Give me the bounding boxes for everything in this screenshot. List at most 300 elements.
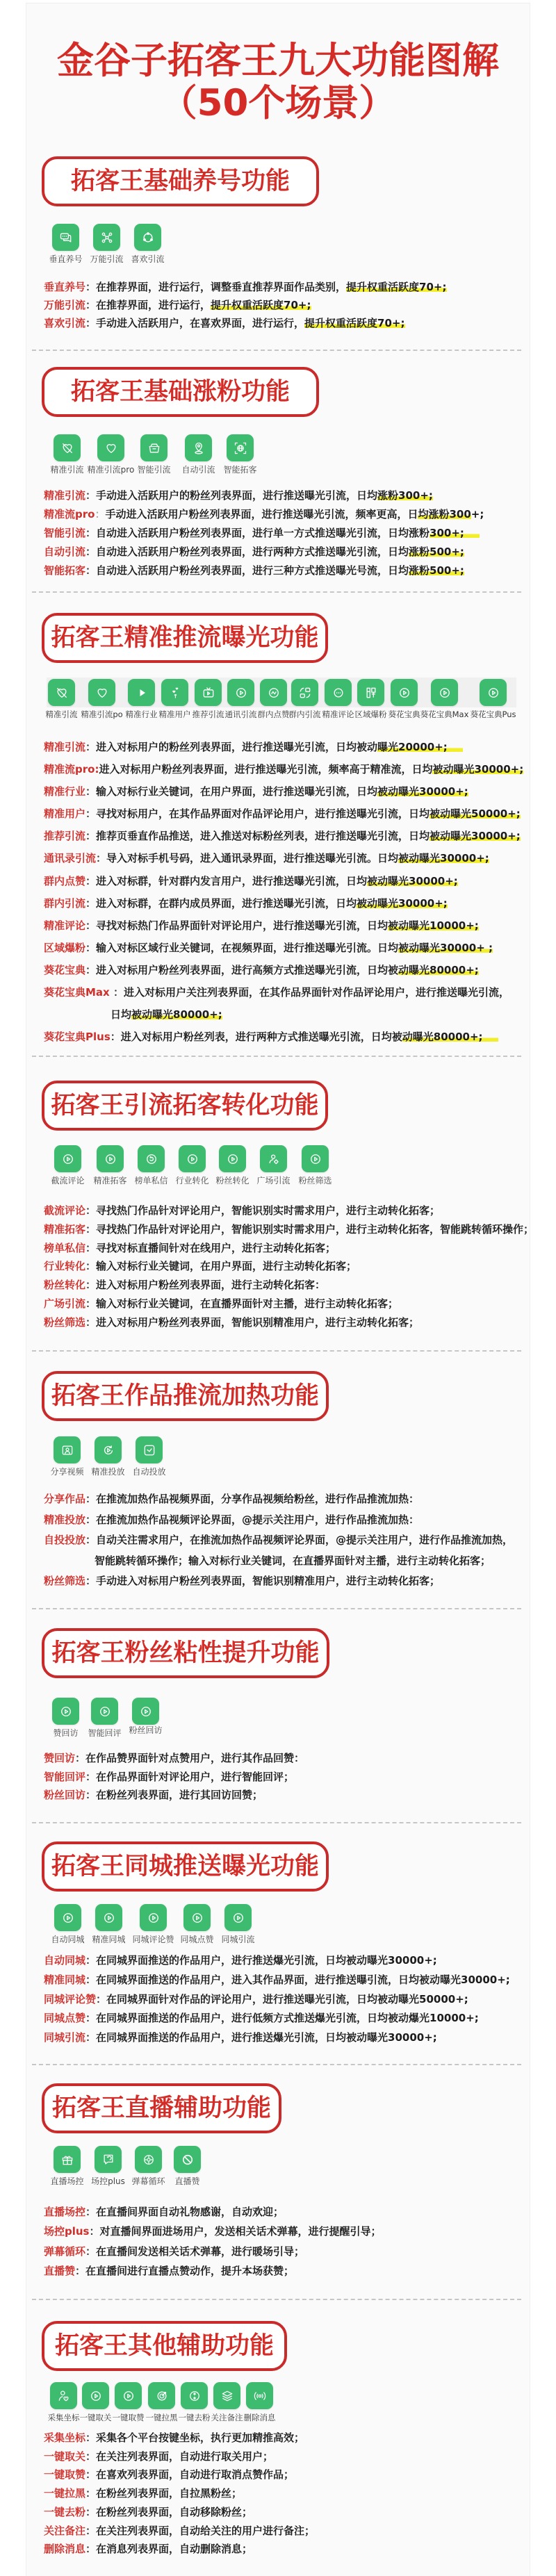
dashed-divider — [32, 2299, 521, 2300]
feature-name: 截流评论 — [44, 1204, 86, 1217]
feature-label: 赞回访 — [53, 1728, 79, 1738]
colon: ： — [85, 2031, 97, 2044]
basket-icon — [140, 434, 167, 461]
feature-label: 删除消息 — [243, 2413, 276, 2422]
description-text: 进入对标用户粉丝列表界面，进行主动转化拓客： — [96, 1279, 326, 1292]
feature-description — [44, 2466, 544, 2484]
section-header: 拓客王粉丝粘性提升功能 — [42, 1628, 329, 1678]
feature-name: 葵花宝典Max — [44, 986, 110, 999]
feature-icon-row — [0, 1436, 556, 1485]
dashed-divider — [32, 591, 521, 593]
gift-icon — [54, 2146, 81, 2173]
feature-icon-row — [0, 224, 556, 272]
feature-label: 一键拉黑 — [145, 2413, 178, 2422]
description-text: 在直播间界面自动礼物感谢，自动欢迎； — [96, 2206, 284, 2218]
feature-description — [44, 1276, 544, 1295]
colon: ： — [85, 1279, 97, 1292]
feature-description — [44, 2009, 544, 2028]
feature-label: 同城点赞 — [180, 1935, 214, 1944]
highlighted-metric: 被动曝光30000+; — [367, 874, 458, 887]
feature-description — [44, 561, 544, 580]
description-text: 在直播间发送相关话术弹幕，进行暖场引导； — [96, 2245, 305, 2258]
feature-name: 关注备注 — [44, 2524, 86, 2537]
feature-descriptions — [44, 278, 544, 332]
feature-tile — [129, 1698, 163, 1741]
feature-description — [44, 2484, 544, 2503]
highlighted-metric: 涨粉500+; — [409, 545, 464, 558]
description-text: 在关注列表界面，自动给关注的用户进行备注； — [96, 2524, 316, 2537]
description-text: 在推荐界面，进行运行，调整垂直推荐界面作品类别， — [96, 281, 347, 293]
colon: ： — [85, 1204, 97, 1217]
feature-description — [44, 2261, 544, 2281]
feature-name: 葵花宝典 — [44, 963, 86, 976]
colon: ： — [85, 2245, 97, 2258]
description-text: 在同城界面推送的作品用户，进入其作品界面，进行推送曝引流，日均被动曝光30000+; — [96, 1973, 510, 1986]
ban-icon — [174, 2146, 201, 2173]
description-text: 在喜欢列表界面，自动进行取消点赞作品； — [96, 2468, 295, 2481]
dashed-divider — [32, 1822, 521, 1823]
feature-label: 自动同城 — [51, 1935, 85, 1944]
dashed-divider — [32, 2064, 521, 2065]
feature-description — [44, 892, 544, 914]
colon: ： — [110, 1031, 121, 1044]
feature-description — [44, 1786, 544, 1805]
feature-label: 场控plus — [91, 2176, 125, 2186]
feature-description — [44, 1571, 544, 1592]
colon: ： — [85, 299, 97, 311]
description-text: 在作品赞界面针对点赞用户，进行其作品回赞： — [85, 1752, 305, 1764]
feature-name: 同城点赞 — [44, 2012, 86, 2025]
feature-icon-row — [0, 2382, 556, 2431]
user-heart-icon — [50, 2382, 77, 2409]
feature-description — [44, 1971, 544, 1990]
description-text: 输入对标行业关键词，在用户界面，进行主动转化拓客； — [96, 1260, 357, 1273]
feature-description — [44, 1220, 544, 1239]
play-circle-icon — [97, 1145, 124, 1172]
colon: ： — [85, 489, 97, 502]
feature-label: 葵花宝典Pus — [470, 709, 516, 719]
description-text: 对直播间界面进场用户，发送相关话术弹幕，进行提醒引导； — [99, 2225, 382, 2238]
play-circle-icon — [54, 1904, 81, 1931]
feature-label: 行业转化 — [175, 1176, 209, 1186]
colon: ： — [85, 807, 97, 821]
description-text: 进入对标用户粉丝列表，进行两种方式推送曝光引流，日均被 — [120, 1031, 402, 1044]
feature-label: 精准引流 — [50, 465, 84, 475]
highlighted-metric: 涨粉500+; — [409, 564, 464, 577]
section-traffic-conversion — [0, 1081, 556, 1329]
feature-description — [44, 2429, 544, 2447]
chat-bubbles-icon — [52, 224, 79, 251]
feature-label: 一键取关 — [79, 2413, 112, 2422]
feature-name: 一键取关 — [44, 2450, 86, 2463]
play-icon — [128, 679, 155, 706]
sort-circle-icon — [181, 2382, 208, 2409]
feature-label: 群内点赞 — [257, 709, 290, 719]
heart-icon — [97, 434, 124, 461]
feature-name: 一键拉黑 — [44, 2487, 86, 2500]
section-header: 拓客王直播辅助功能 — [42, 2083, 281, 2133]
feature-descriptions — [44, 736, 544, 1048]
colon: : — [95, 763, 99, 776]
feature-name: 精准评论 — [44, 919, 86, 932]
feature-label: 葵花宝典 — [388, 709, 420, 719]
feature-name: 精准投放 — [44, 1513, 86, 1526]
feature-description-continuation — [44, 1003, 544, 1026]
feature-description — [44, 278, 544, 296]
feature-name: 粉丝转化 — [44, 1279, 86, 1292]
description-text: 在粉丝列表界面，自拉黑粉丝； — [96, 2487, 243, 2500]
highlighted-metric: 被动曝光30000+; — [357, 896, 448, 910]
feature-icon-row — [0, 1698, 556, 1746]
feature-description — [44, 2242, 544, 2261]
highlighted-metric: 被动曝光30000+ ; — [398, 941, 493, 954]
description-text: 寻找对标直播间针对在线用户，进行主动转化拓客； — [96, 1241, 336, 1254]
feature-name: 行业转化 — [44, 1260, 86, 1273]
description-text: 输入对标区域行业关键词，在视频界面，进行推送曝光引流。日均 — [96, 941, 399, 954]
feature-description — [44, 2202, 544, 2222]
description-text: 日均 — [111, 1008, 132, 1022]
colon: ： — [85, 963, 97, 976]
heart-icon — [88, 679, 115, 706]
description-text: 在作品界面针对评论用户，进行智能回评； — [96, 1770, 295, 1783]
colon: ： — [85, 2524, 97, 2537]
highlighted-metric: 曝光20000+; — [377, 741, 463, 753]
highlighted-metric: 被动曝光10000+; — [388, 919, 479, 932]
feature-tile — [131, 224, 165, 267]
feature-description — [44, 1239, 544, 1258]
feature-label: 同城引流 — [221, 1935, 255, 1944]
description-text: 输入对标行业关键词，在用户界面，进行推送曝光引流，日均 — [96, 785, 378, 798]
page-title: 金谷子拓客王九大功能图解 — [57, 40, 499, 82]
description-text: 寻找热门作品针对评论用户，智能识别实时需求用户，进行主动转化拓客，智能跳转循环操作； — [96, 1222, 534, 1236]
feature-name: 智能回评 — [44, 1770, 86, 1783]
highlighted-metric: 提升权重活跃度70+; — [304, 317, 405, 329]
colon: ： — [85, 919, 97, 932]
description-text: 寻找对标热门作品界面针对评论用户，进行推送曝光引流，日均 — [96, 919, 389, 932]
feature-tile — [243, 2382, 276, 2425]
colon: ： — [85, 941, 97, 954]
feature-label: 弹幕循环 — [131, 2176, 165, 2186]
description-text: 在同城界面推送的作品用户，进行低频方式推送爆光引流，日均被动爆光10000+; — [96, 2012, 479, 2025]
heart-slash-icon — [48, 679, 75, 706]
highlighted-metric: 被动曝光30000+; — [377, 785, 468, 798]
photo-user-icon — [54, 1436, 81, 1463]
colon: ： — [85, 1575, 97, 1587]
feature-name: 精准引流 — [44, 741, 86, 753]
feature-description — [44, 1510, 544, 1531]
feature-name: 万能引流 — [44, 299, 86, 311]
feature-name: 自动引流 — [44, 545, 86, 558]
colon: ： — [85, 1260, 97, 1273]
feature-tile — [174, 2146, 201, 2189]
section-header: 拓客王基础养号功能 — [42, 156, 319, 206]
colon: ： — [96, 1992, 107, 2005]
feature-description — [44, 2503, 544, 2522]
description-text: 手动进入活跃用户的粉丝列表界面，进行推送曝光引流，日均 — [96, 489, 378, 502]
colon: ： — [85, 2431, 97, 2444]
play-circle-icon — [82, 2382, 109, 2409]
feature-label: 精准引流pro — [87, 465, 135, 475]
feature-label: 区域爆粉 — [354, 709, 387, 719]
section-header: 拓客王引流拓客转化功能 — [42, 1081, 328, 1131]
feature-name: 一键取赞 — [44, 2468, 86, 2481]
feature-name: 直播场控 — [44, 2206, 86, 2218]
target-arrow-icon — [148, 2382, 175, 2409]
section-content-boost — [0, 1371, 556, 1587]
feature-label: 同城评论赞 — [132, 1935, 174, 1944]
description-text: 进入对标用户粉丝列表界面，智能识别精准用户，进行主动转化拓客； — [96, 1315, 420, 1329]
highlighted-metric: 被动曝光30000+; — [430, 830, 521, 843]
description-text: 推荐页垂直作品推送，进入推送对标粉丝列表，进行推送曝光引流，日均 — [96, 830, 430, 843]
feature-descriptions — [44, 1489, 544, 1592]
feature-description — [44, 1295, 544, 1313]
feature-label: 精准评论 — [322, 709, 354, 719]
highlighted-metric: 被动曝光80000+; — [131, 1008, 222, 1022]
feature-description — [44, 1489, 544, 1510]
colon: ： — [85, 1513, 97, 1526]
feature-label: 直播场控 — [50, 2176, 84, 2186]
feature-description — [44, 1257, 544, 1276]
colon: ： — [96, 852, 107, 865]
highlighted-metric: 均涨粉300 — [418, 508, 471, 520]
dashed-divider — [32, 1608, 521, 1609]
feature-label: 一键去粉 — [178, 2413, 211, 2422]
colon: ： — [85, 2012, 97, 2025]
play-refresh-icon — [95, 1436, 122, 1463]
feature-description — [44, 736, 544, 758]
swap-arrows-icon — [291, 679, 318, 706]
feature-description — [44, 870, 544, 892]
highlighted-metric: 被动曝光30000+; — [432, 763, 524, 776]
section-header: 拓客王其他辅助功能 — [42, 2321, 287, 2371]
feature-label: 精准引流po — [81, 709, 123, 719]
feature-description — [44, 1768, 544, 1787]
feature-name: 精准流pro — [44, 763, 95, 776]
feature-name: 粉丝回访 — [44, 1789, 86, 1801]
colon: ： — [85, 874, 97, 887]
feature-tile — [223, 434, 257, 477]
feature-name: 粉丝筛选 — [44, 1575, 86, 1587]
tv-play-icon — [195, 679, 222, 706]
section-basic-account-raising — [0, 156, 556, 329]
feature-name: 自投投放 — [44, 1534, 86, 1546]
section-live-assist — [0, 2083, 556, 2277]
feature-icon-row — [0, 1145, 556, 1194]
feature-label: 推荐引流 — [192, 709, 224, 719]
highlighted-metric: 被动曝光50000+; — [430, 807, 521, 821]
play-circle-icon — [480, 679, 507, 706]
description-text: 在关注列表界面，自动进行取关用户； — [96, 2450, 274, 2463]
feature-description — [44, 1951, 544, 1971]
feature-label: 精准行业 — [125, 709, 158, 719]
feature-label: 关注备注 — [211, 2413, 243, 2422]
dashed-divider — [32, 1350, 521, 1352]
feature-name: 通讯录引流 — [44, 852, 97, 865]
description-text: 在同城界面推送的作品用户，进行推送爆光引流，日均被动曝光30000+; — [96, 2031, 437, 2044]
feature-descriptions — [44, 2429, 544, 2559]
feature-label: 精准投放 — [91, 1467, 125, 1477]
check-box-icon — [136, 1436, 163, 1463]
feature-label: 万能引流 — [90, 254, 124, 264]
colon: ： — [85, 545, 97, 558]
colon: ： — [85, 2468, 97, 2481]
highlighted-metric: 涨粉300+; — [377, 489, 433, 502]
feature-descriptions — [44, 2202, 544, 2281]
feature-label: 自动投放 — [132, 1467, 166, 1477]
feature-descriptions — [44, 1201, 544, 1332]
feature-description — [44, 505, 544, 524]
feature-name: 精准行业 — [44, 785, 86, 798]
feature-name: 粉丝筛选 — [44, 1315, 86, 1329]
feature-name: 葵花宝典Plus — [44, 1031, 111, 1044]
region-map-icon — [357, 679, 384, 706]
feature-description — [44, 296, 544, 314]
feature-label: 截流评论 — [51, 1176, 85, 1186]
colon: ： — [85, 1973, 97, 1986]
feature-label: 直播赞 — [174, 2176, 200, 2186]
feature-description — [44, 1990, 544, 2010]
description-text: 在粉丝列表界面，自动移除粉丝； — [96, 2505, 253, 2518]
feature-description — [44, 543, 544, 561]
description-text: 自动进入活跃用户粉丝列表界面，进行三种方式推送曝光号流，日均 — [96, 564, 409, 577]
feature-descriptions — [44, 1749, 544, 1805]
colon: ： — [85, 785, 97, 798]
feature-name: 智能引流 — [44, 527, 86, 539]
play-circle-icon — [95, 1904, 122, 1931]
feature-label: 智能引流 — [137, 465, 171, 475]
feature-name: 垂直养号 — [44, 281, 86, 293]
description-text: 在推流加热作品视频评论界面，@提示关注用户，进行作品推流加热： — [96, 1513, 420, 1526]
feature-name: 同城评论赞 — [44, 1992, 97, 2005]
feature-description — [44, 2028, 544, 2048]
play-circle-icon — [115, 2382, 142, 2409]
description-tail: +; — [471, 508, 484, 520]
play-circle-icon — [431, 679, 458, 706]
broadcast-icon — [246, 2382, 273, 2409]
feature-description — [44, 524, 544, 543]
section-basic-follower-growth — [0, 367, 556, 577]
globe-scan-icon — [227, 434, 254, 461]
feature-label: 精准用户 — [158, 709, 191, 719]
feature-description — [44, 981, 544, 1003]
feature-name: 分享作品 — [44, 1493, 86, 1505]
colon: ： — [85, 1534, 97, 1546]
feature-label: 采集坐标 — [47, 2413, 80, 2422]
play-circle-icon — [224, 1904, 252, 1931]
colon: ： — [85, 2505, 97, 2518]
feature-tile — [470, 679, 516, 722]
feature-description — [44, 2447, 544, 2466]
highlighted-metric: 动曝光80000+; — [402, 1031, 498, 1043]
feature-description — [44, 486, 544, 505]
feature-tile — [132, 1436, 166, 1479]
play-circle-icon — [132, 1698, 159, 1725]
feature-description — [44, 847, 544, 869]
section-header: 拓客王作品推流加热功能 — [42, 1371, 329, 1421]
chat-arrow-icon — [95, 2146, 122, 2173]
description-text: 进入对标群，在群内成员界面，进行推送曝光引流，日均 — [96, 896, 357, 910]
heart-slash-icon — [54, 434, 81, 461]
description-text: 在直播间进行直播点赞动作，提升本场获赞； — [85, 2264, 295, 2277]
target-icon — [135, 2146, 162, 2173]
feature-description — [44, 959, 544, 981]
feature-description — [44, 1749, 544, 1768]
description-text: 手动进入活跃用户粉丝列表界面，进行推送曝光引流，频率更高，日 — [105, 508, 418, 520]
description-text: 智能跳转循环操作；输入对标行业关键词，在直播界面针对主播，进行主动转化拓客； — [95, 1554, 491, 1567]
play-circle-icon — [302, 1145, 329, 1172]
feature-name: 喜欢引流 — [44, 317, 86, 329]
play-circle-icon — [219, 1145, 246, 1172]
feature-description — [44, 937, 544, 959]
colon: ： — [85, 896, 97, 910]
description-text: 进入对标群，针对群内发言用户，进行推送曝光引流，日均 — [96, 874, 368, 887]
feature-descriptions — [44, 486, 544, 580]
description-text: 寻找热门作品针对评论用户，智能识别实时需求用户，进行主动转化拓客； — [96, 1204, 441, 1217]
colon: ： — [85, 1770, 97, 1783]
feature-label: 垂直养号 — [49, 254, 83, 264]
colon: ： — [95, 508, 106, 520]
description-text: 自动关注需求用户，在推流加热作品视频评论界面，@提示关注用户，进行作品推流加热， — [96, 1534, 514, 1546]
colon: ： — [85, 741, 97, 753]
section-other-assist — [0, 2321, 556, 2556]
feature-label: 群内引流 — [288, 709, 321, 719]
description-text: 输入对标行业关键词，在直播界面针对主播，进行主动转化拓客； — [96, 1297, 399, 1310]
feature-description — [44, 914, 544, 937]
description-text: 进入对标用户的粉丝列表界面，进行推送曝光引流，日均被动 — [96, 741, 378, 753]
feature-label: 精准拓客 — [93, 1176, 127, 1186]
feature-description — [44, 1026, 544, 1048]
feature-name: 精准流pro — [44, 508, 95, 520]
colon: ： — [85, 1241, 97, 1254]
user-gear-icon — [260, 1145, 287, 1172]
feature-descriptions — [44, 1951, 544, 2048]
description-text: 寻找对标用户，在其作品界面对作品评论用户，进行推送曝光引流，日均 — [96, 807, 430, 821]
feature-name: 精准用户 — [44, 807, 86, 821]
description-text: 在推流加热作品视频界面，分享作品视频给粉丝，进行作品推流加热： — [96, 1493, 420, 1505]
colon: ： — [85, 2543, 97, 2556]
feature-label: 广场引流 — [256, 1176, 291, 1186]
feature-label: 精准同城 — [92, 1935, 126, 1944]
feature-description — [44, 2540, 544, 2559]
play-circle-icon — [227, 679, 254, 706]
feature-name: 自动同城 — [44, 1954, 86, 1967]
description-text: 进入对标用户粉丝列表界面，进行推送曝光引流，频率高于精准流，日均 — [99, 763, 433, 776]
highlighted-metric: 提升权重活跃度70+; — [346, 281, 447, 293]
feature-name: 删除消息 — [44, 2543, 86, 2556]
feature-label: 分享视频 — [50, 1467, 84, 1477]
feature-label: 葵花宝典Max — [420, 709, 469, 719]
dashed-divider — [32, 1056, 521, 1057]
dashed-divider — [32, 350, 521, 351]
feature-name: 广场引流 — [44, 1297, 86, 1310]
highlighted-metric: 提升权重活跃度70+; — [211, 299, 311, 311]
feature-name: 精准引流 — [44, 489, 86, 502]
colon: ： — [85, 2487, 97, 2500]
feature-tile — [420, 679, 469, 722]
section-header: 拓客王基础涨粉功能 — [42, 367, 319, 417]
feature-label: 自动引流 — [181, 465, 215, 475]
section-header: 拓客王精准推流曝光功能 — [42, 613, 328, 663]
colon: ： — [85, 1789, 97, 1801]
feature-label: 一键取赞 — [112, 2413, 145, 2422]
network-nodes-icon — [93, 224, 120, 251]
colon: ： — [85, 281, 97, 293]
feature-description — [44, 780, 544, 803]
colon: ： — [109, 986, 124, 999]
feature-name: 榜单私信 — [44, 1241, 86, 1254]
feature-label: 粉丝转化 — [215, 1176, 250, 1186]
colon: ： — [85, 1493, 97, 1505]
